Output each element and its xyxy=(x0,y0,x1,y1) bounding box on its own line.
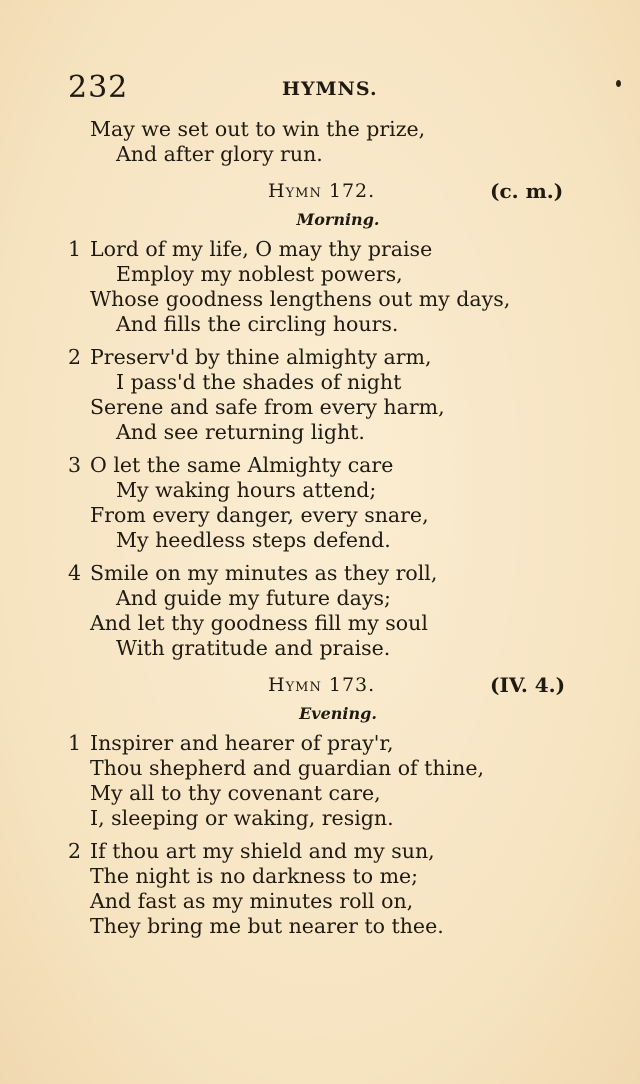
verse-line xyxy=(68,756,588,781)
stanza-number: 4 xyxy=(68,561,82,585)
page-number: 232 xyxy=(68,70,129,105)
hymn-meter: (c. m.) xyxy=(490,179,564,203)
verse-line xyxy=(68,142,588,167)
verse-line xyxy=(68,561,588,586)
verse-line-text: O let the same Almighty care xyxy=(90,453,394,477)
verse-line-text: Employ my noblest powers, xyxy=(116,262,403,286)
stanza-gap xyxy=(68,553,588,561)
verse-line-text: And guide my future days; xyxy=(116,586,391,610)
hymn-subtitle: Evening. xyxy=(299,704,377,723)
verse-line xyxy=(68,731,588,756)
stanza-gap xyxy=(68,831,588,839)
ink-dot xyxy=(616,80,621,87)
verse-line xyxy=(68,312,588,337)
verse-line-text: And after glory run. xyxy=(116,142,323,166)
stanza-number: 2 xyxy=(68,839,82,863)
verse-line xyxy=(68,453,588,478)
verse-line-text: And fast as my minutes roll on, xyxy=(90,889,414,913)
hymn-172 xyxy=(68,175,588,661)
verse-line xyxy=(68,345,588,370)
hymn-173 xyxy=(68,669,588,939)
verse-line xyxy=(68,420,588,445)
stanza xyxy=(68,453,588,553)
verse-line-text: And let thy goodness fill my soul xyxy=(90,611,428,635)
verse-line-text: My all to thy covenant care, xyxy=(90,781,381,805)
verse-line-text: Preserv'd by thine almighty arm, xyxy=(90,345,432,369)
stanza xyxy=(68,345,588,445)
stanza-gap xyxy=(68,445,588,453)
verse-line-text: Thou shepherd and guardian of thine, xyxy=(90,756,485,780)
hymn-heading xyxy=(68,669,588,701)
verse-line-text: I pass'd the shades of night xyxy=(116,370,402,394)
hymn-title: Hymn 172. xyxy=(268,180,376,202)
stanza-number: 1 xyxy=(68,731,82,755)
verse-line-text: My waking hours attend; xyxy=(116,478,377,502)
verse-line xyxy=(68,117,588,142)
hymn-heading xyxy=(68,175,588,207)
stanza xyxy=(68,839,588,939)
verse-line xyxy=(68,839,588,864)
hymn-title: Hymn 173. xyxy=(268,674,376,696)
verse-line xyxy=(68,636,588,661)
verse-line xyxy=(68,478,588,503)
stanza xyxy=(68,237,588,337)
page-header xyxy=(68,70,568,110)
verse-line xyxy=(68,237,588,262)
verse-line xyxy=(68,287,588,312)
verse-line-text: Whose goodness lengthens out my days, xyxy=(90,287,511,311)
verse-line-text: May we set out to win the prize, xyxy=(90,117,426,141)
hymn-subtitle: Morning. xyxy=(296,210,380,229)
verse-line xyxy=(68,864,588,889)
page-text xyxy=(68,117,588,939)
stanza-number: 2 xyxy=(68,345,82,369)
verse-line xyxy=(68,914,588,939)
verse-line-text: And see returning light. xyxy=(116,420,365,444)
verse-line-text: If thou art my shield and my sun, xyxy=(90,839,435,863)
stanza xyxy=(68,731,588,831)
verse-line-text: Inspirer and hearer of pray'r, xyxy=(90,731,394,755)
verse-line xyxy=(68,395,588,420)
verse-line xyxy=(68,781,588,806)
verse-line-text: My heedless steps defend. xyxy=(116,528,391,552)
verse-line xyxy=(68,503,588,528)
verse-line xyxy=(68,889,588,914)
verse-line-text: From every danger, every snare, xyxy=(90,503,429,527)
verse-line-text: They bring me but nearer to thee. xyxy=(90,914,444,938)
verse-line-text: With gratitude and praise. xyxy=(116,636,391,660)
hymn-meter: (IV. 4.) xyxy=(490,673,566,697)
stanza xyxy=(68,561,588,661)
verse-line xyxy=(68,611,588,636)
stanza-number: 1 xyxy=(68,237,82,261)
verse-line-text: The night is no darkness to me; xyxy=(90,864,419,888)
verse-line-text: Lord of my life, O may thy praise xyxy=(90,237,433,261)
verse-line xyxy=(68,806,588,831)
verse-line-text: I, sleeping or waking, resign. xyxy=(90,806,394,830)
verse-line-text: Smile on my minutes as they roll, xyxy=(90,561,438,585)
stanza-gap xyxy=(68,337,588,345)
verse-line xyxy=(68,528,588,553)
stanza-number: 3 xyxy=(68,453,82,477)
verse-line-text: Serene and safe from every harm, xyxy=(90,395,445,419)
verse-line xyxy=(68,262,588,287)
verse-line xyxy=(68,370,588,395)
verse-line-text: And fills the circling hours. xyxy=(116,312,399,336)
carryover-verse xyxy=(68,117,588,167)
verse-line xyxy=(68,586,588,611)
running-title: HYMNS. xyxy=(282,78,378,100)
